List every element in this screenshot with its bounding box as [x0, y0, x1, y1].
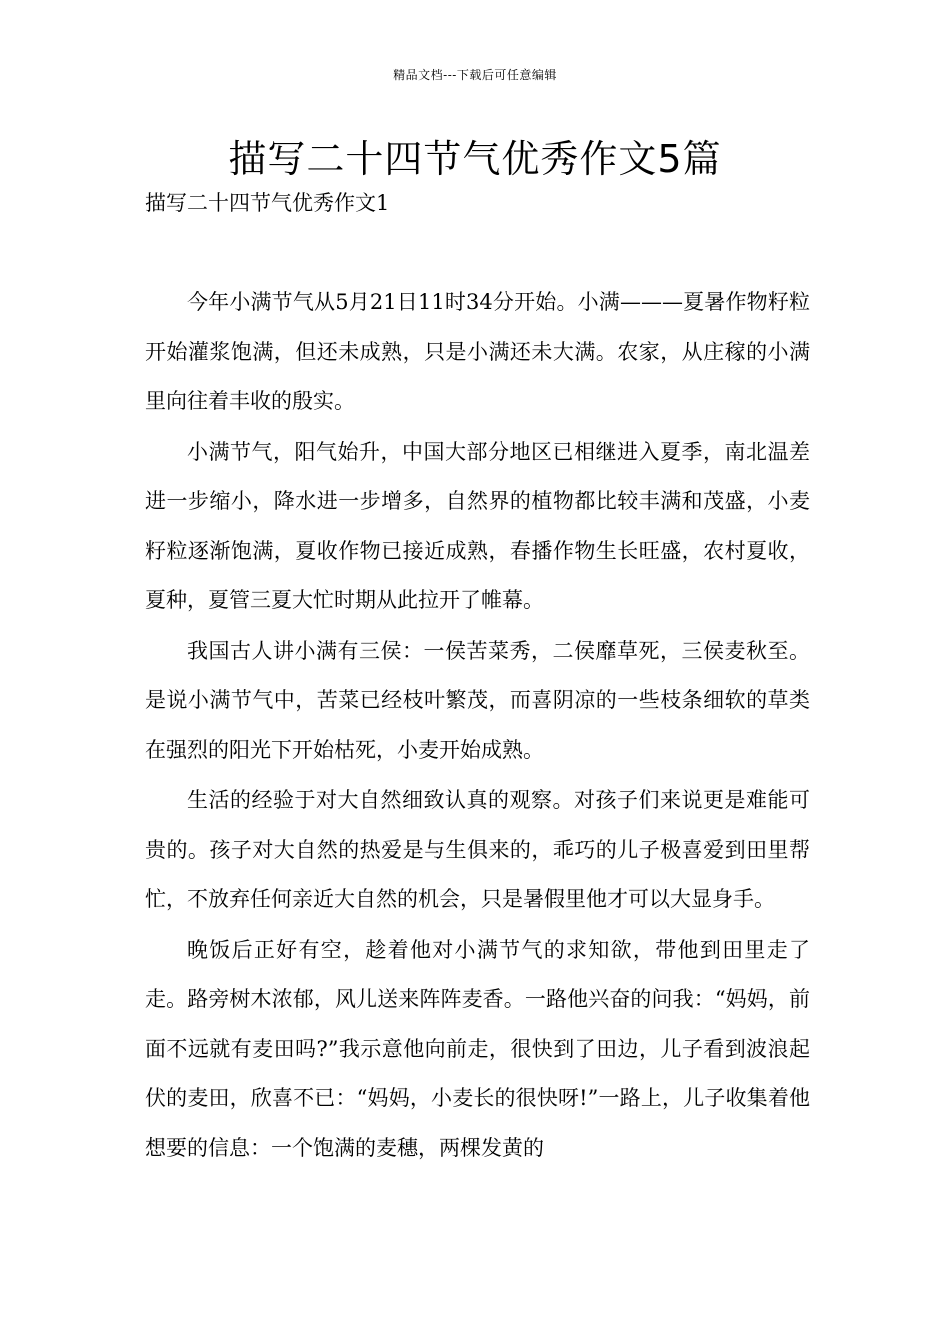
body-text	[145, 278, 810, 1174]
paragraph: 今年小满节气从5月21日11时34分开始。小满———夏暑作物籽粒开始灌浆饱满，但还未成熟，只是小满还未大满。农家，从庄稼的小满里向往着丰收的殷实。	[145, 290, 810, 413]
paragraph: 我国古人讲小满有三侯：一侯苦菜秀，二侯靡草死，三侯麦秋至。是说小满节气中，苦菜已经枝叶繁茂，而喜阴凉的一些枝条细软的草类在强烈的阳光下开始枯死，小麦开始成熟。	[145, 638, 810, 762]
paragraph: 生活的经验于对大自然细致认真的观察。对孩子们来说更是难能可贵的。孩子对大自然的热爱是与生俱来的，乖巧的儿子极喜爱到田里帮忙，不放弃任何亲近大自然的机会，只是暑假里他才可以大显身手。	[145, 788, 810, 911]
header-note: 精品文档---下载后可任意编辑	[393, 68, 557, 82]
section-heading: 描写二十四节气优秀作文1	[145, 191, 390, 215]
paragraph: 小满节气，阳气始升，中国大部分地区已相继进入夏季，南北温差进一步缩小，降水进一步增多，自然界的植物都比较丰满和茂盛，小麦籽粒逐渐饱满，夏收作物已接近成熟，春播作物生长旺盛，农村夏收，夏种，夏管三夏大忙时期从此拉开了帷幕。	[145, 439, 810, 612]
document-title: 描写二十四节气优秀作文5篇	[228, 137, 722, 181]
paragraph: 晚饭后正好有空，趁着他对小满节气的求知欲，带他到田里走了走。路旁树木浓郁，风儿送来阵阵麦香。一路他兴奋的问我：“妈妈，前面不远就有麦田吗?”我示意他向前走，很快到了田边，儿子看到波浪起伏的麦田，欣喜不已：“妈妈，小麦长的很快呀!”一路上，儿子收集着他想要的信息：一个饱满的麦穗，两棵发黄的	[145, 937, 810, 1160]
